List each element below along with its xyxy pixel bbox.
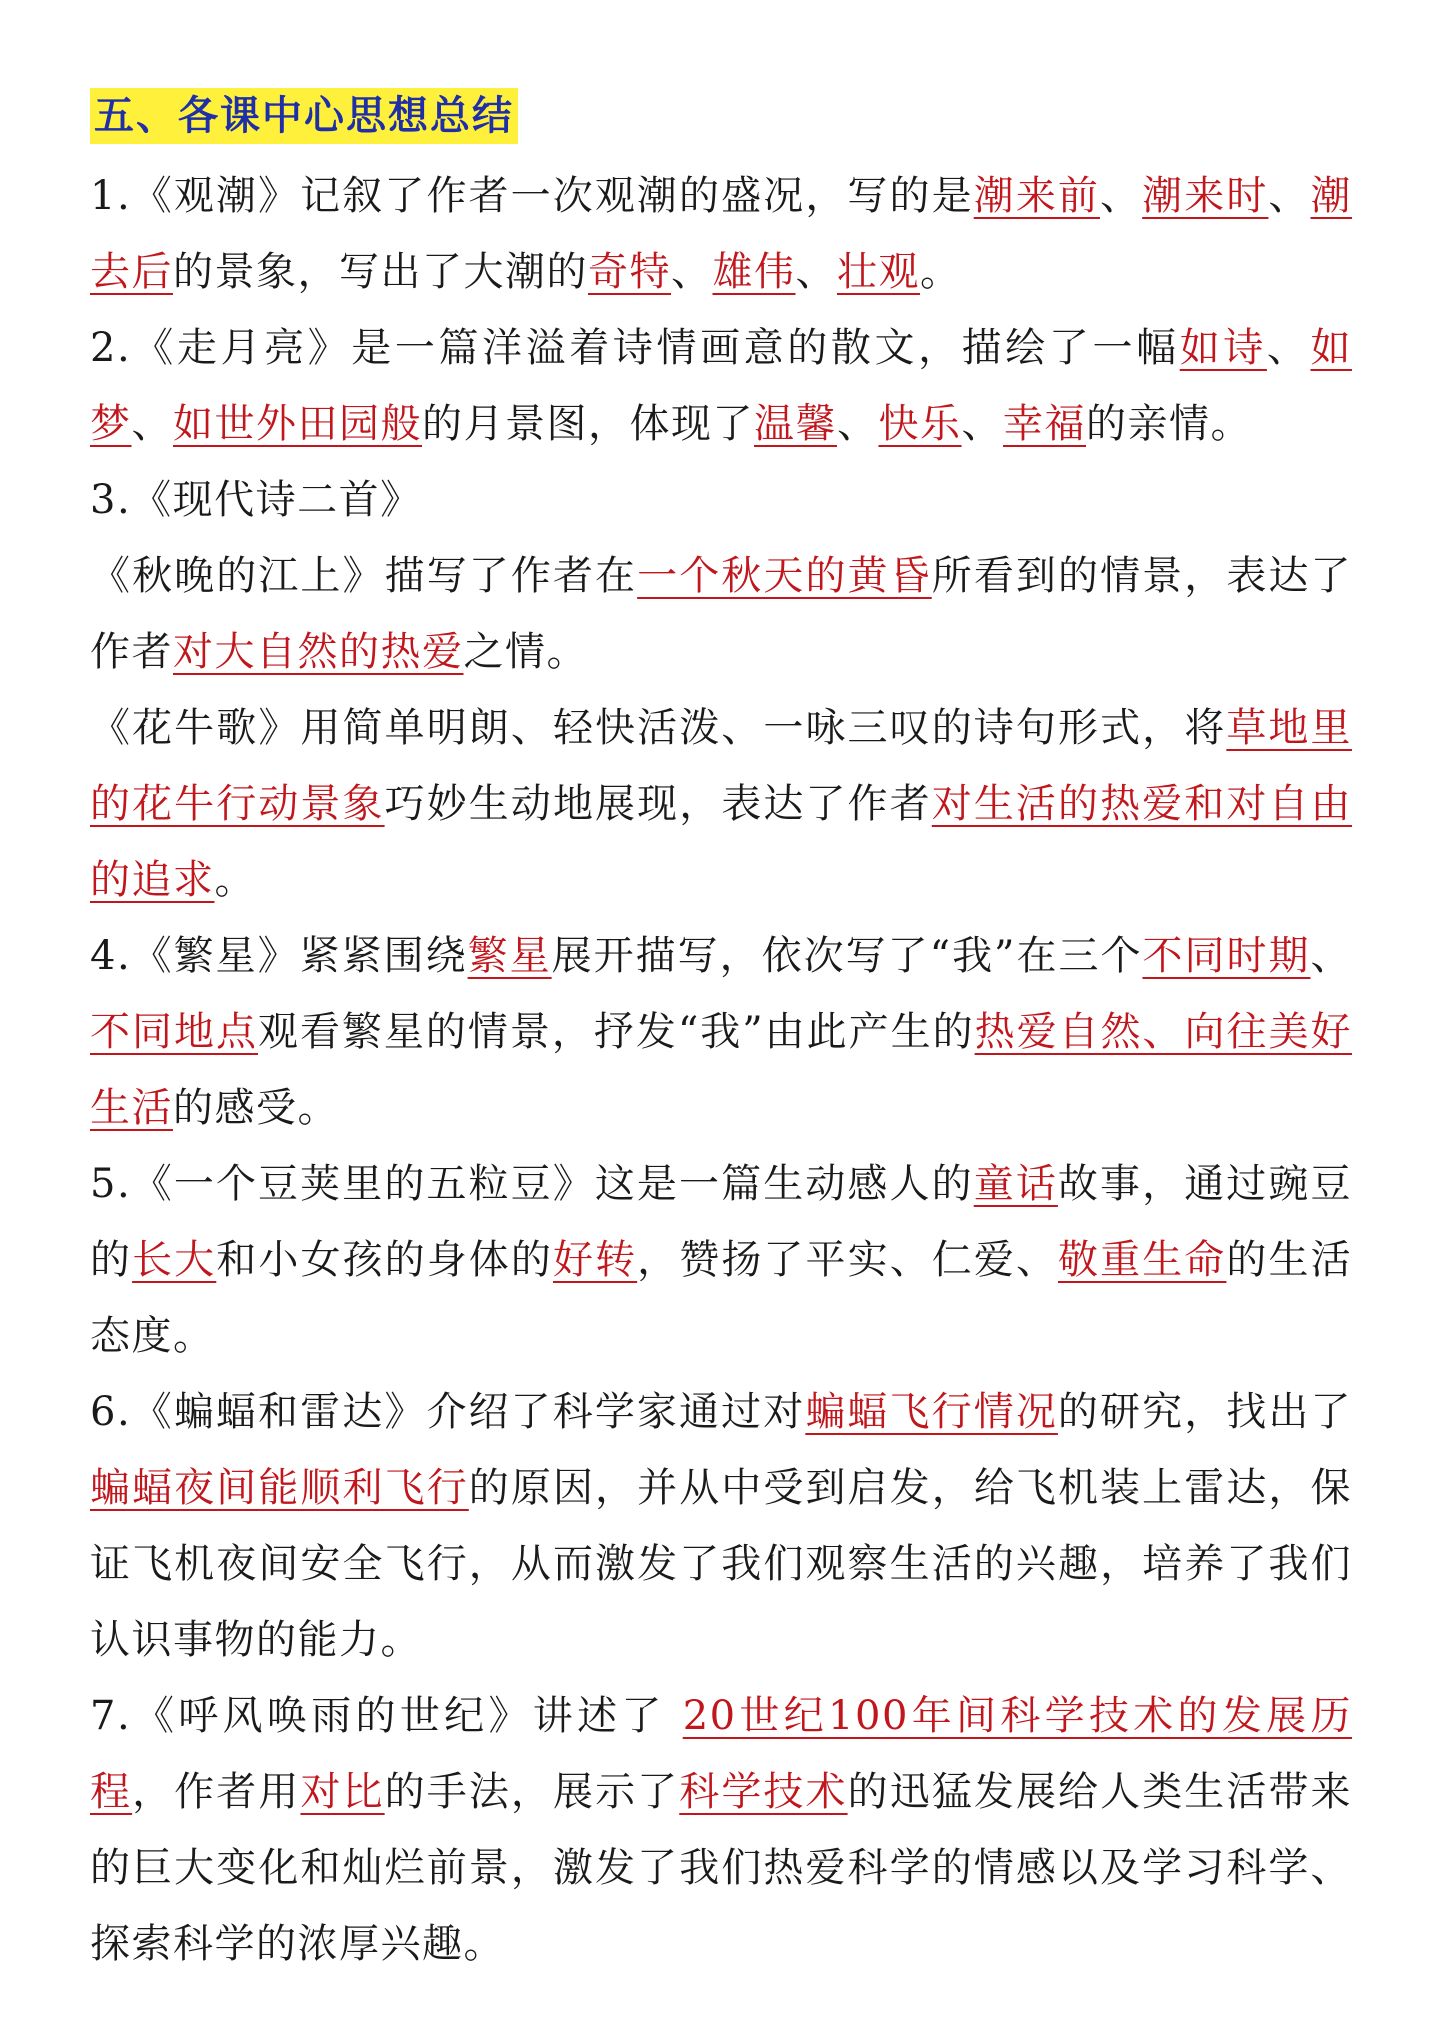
highlighted-keyword: 壮观 [837, 249, 920, 295]
paragraph-text: 巧妙生动地展现，表达了作者 [384, 781, 932, 827]
paragraph-text: 的手法，展示了 [384, 1769, 680, 1815]
summary-paragraph [90, 462, 1352, 538]
summary-paragraph [90, 1146, 1352, 1374]
paragraph-text: 故事，通过豌豆的 [90, 1161, 1353, 1283]
paragraph-text: 。 [214, 857, 256, 903]
highlighted-keyword: 热爱自然、向往美好生活 [90, 1009, 1353, 1131]
highlighted-keyword: 繁星 [467, 933, 552, 979]
paragraph-text: 《花牛歌》用简单明朗、轻快活泼、一咏三叹的诗句形式，将 [90, 705, 1227, 751]
paragraph-text: 3.《现代诗二首》 [90, 477, 422, 523]
highlighted-keyword: 好转 [552, 1237, 638, 1283]
paragraph-text: 的亲情。 [1086, 401, 1252, 447]
highlighted-keyword: 对生活的热爱和对自由的追求 [90, 781, 1353, 903]
highlighted-keyword: 雄伟 [712, 249, 796, 295]
highlighted-keyword: 童话 [973, 1161, 1058, 1207]
paragraph-text: ，作者用 [132, 1769, 301, 1815]
paragraph-text: 所看到的情景，表达了作者 [90, 553, 1353, 675]
highlighted-keyword: 不同地点 [90, 1009, 258, 1055]
highlighted-keyword: 草地里的花牛行动景象 [90, 705, 1353, 827]
paragraph-text: 5.《一个豆荚里的五粒豆》这是一篇生动感人的 [90, 1161, 974, 1207]
paragraph-text: 的生活态度。 [90, 1237, 1353, 1359]
highlighted-keyword: 如诗 [1179, 325, 1267, 371]
paragraph-text: 、 [671, 249, 713, 295]
paragraph-text: 《秋晚的江上》描写了作者在 [90, 553, 638, 599]
highlighted-keyword: 如世外田园般 [173, 401, 422, 447]
highlighted-keyword: 蝙蝠飞行情况 [805, 1389, 1058, 1435]
paragraph-text: 4.《繁星》紧紧围绕 [90, 933, 468, 979]
paragraph-text: 之情。 [463, 629, 588, 675]
highlighted-keyword: 一个秋天的黄昏 [637, 553, 932, 599]
paragraph-text: 、 [1100, 173, 1143, 219]
summary-paragraph [90, 918, 1352, 1146]
summary-paragraph [90, 158, 1352, 310]
paragraph-text: 、 [1268, 173, 1311, 219]
highlighted-keyword: 幸福 [1003, 401, 1086, 447]
paragraph-text: 展开描写，依次写了“我”在三个 [551, 933, 1143, 979]
paragraph-text: 、 [961, 401, 1003, 447]
paragraph-text: 、 [1266, 325, 1311, 371]
paragraph-text: 的感受。 [173, 1085, 339, 1131]
highlighted-keyword: 潮来时 [1142, 173, 1269, 219]
highlighted-keyword: 对大自然的热爱 [173, 629, 464, 675]
paragraph-text: 。 [920, 249, 962, 295]
highlighted-keyword: 潮去后 [90, 173, 1353, 295]
paragraph-text: 、 [795, 249, 837, 295]
highlighted-keyword: 蝙蝠夜间能顺利飞行 [90, 1465, 469, 1511]
paragraph-text: 的景象，写出了大潮的 [173, 249, 588, 295]
paragraph-text: 和小女孩的身体的 [216, 1237, 553, 1283]
paragraph-text: 、 [837, 401, 879, 447]
paragraph-text: 、 [1310, 933, 1352, 979]
paragraph-text: 的迅猛发展给人类生活带来的巨大变化和灿烂前景，激发了我们热爱科学的情感以及学习科学、探索科学的浓厚兴趣。 [90, 1769, 1353, 1967]
paragraph-text: ，赞扬了平实、仁爱、 [637, 1237, 1059, 1283]
summary-paragraph [90, 1678, 1352, 1982]
highlighted-keyword: 奇特 [588, 249, 671, 295]
paragraph-text: 1.《观潮》记叙了作者一次观潮的盛况，写的是 [90, 173, 974, 219]
paragraph-text: 的研究，找出了 [1057, 1389, 1353, 1435]
highlighted-keyword: 温馨 [754, 401, 837, 447]
highlighted-keyword: 不同时期 [1142, 933, 1311, 979]
highlighted-keyword: 潮来前 [973, 173, 1101, 219]
summary-paragraph [90, 690, 1352, 918]
paragraph-text: 6.《蝙蝠和雷达》介绍了科学家通过对 [90, 1389, 806, 1435]
summary-paragraph [90, 310, 1352, 462]
highlighted-keyword: 如梦 [90, 325, 1353, 447]
paragraph-text: 7.《呼风唤雨的世纪》讲述了 [90, 1693, 683, 1739]
highlighted-keyword: 敬重生命 [1058, 1237, 1227, 1283]
highlighted-keyword: 对比 [300, 1769, 385, 1815]
paragraph-text: 2.《走月亮》是一篇洋溢着诗情画意的散文，描绘了一幅 [90, 325, 1180, 371]
paragraph-text: 的月景图，体现了 [422, 401, 754, 447]
document-body [90, 158, 1352, 1982]
highlighted-keyword: 科学技术 [679, 1769, 848, 1815]
paragraph-text: 的原因，并从中受到启发，给飞机装上雷达，保证飞机夜间安全飞行，从而激发了我们观察生活的兴趣，培养了我们认识事物的能力。 [90, 1465, 1353, 1663]
highlighted-keyword: 20世纪100年间科学技术的发展历程 [90, 1693, 1352, 1815]
paragraph-text: 、 [131, 401, 173, 447]
highlighted-keyword: 长大 [132, 1237, 217, 1283]
summary-paragraph [90, 538, 1352, 690]
paragraph-text: 观看繁星的情景，抒发“我”由此产生的 [257, 1009, 975, 1055]
summary-paragraph [90, 1374, 1352, 1678]
highlighted-keyword: 快乐 [878, 401, 962, 447]
section-heading: 五、各课中心思想总结 [90, 88, 518, 144]
